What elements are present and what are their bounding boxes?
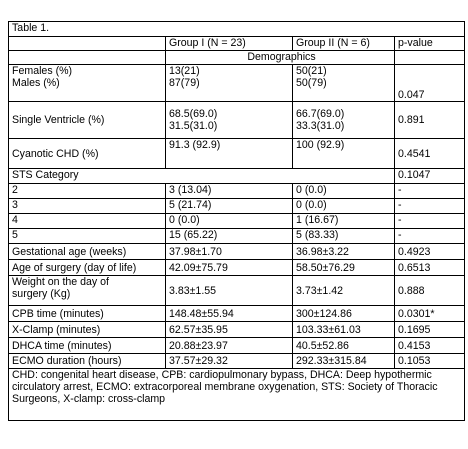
table-row [9, 65, 465, 102]
table-row [9, 139, 465, 169]
row-group-1: 42.09±75.79 [166, 260, 293, 276]
table-row [9, 169, 465, 184]
row-label: Single Ventricle (%) [9, 102, 166, 139]
row-p-value: 0.1695 [395, 322, 465, 338]
table-row [9, 354, 465, 369]
title-row [9, 22, 465, 37]
row-group-2: 100 (92.9) [293, 139, 395, 169]
table-row [9, 214, 465, 229]
row-p-value: 0.1053 [395, 354, 465, 369]
row-group-1: 148.48±55.94 [166, 306, 293, 322]
row-group-1: 3 (13.04) [166, 184, 293, 199]
row-p-value: - [395, 184, 465, 199]
row-p-value: 0.0301* [395, 306, 465, 322]
table-row [9, 199, 465, 214]
row-label: 4 [9, 214, 166, 229]
table-row [9, 338, 465, 354]
table-row [9, 102, 465, 139]
row-group-2: 36.98±3.22 [293, 244, 395, 260]
row-group-2: 3.73±1.42 [293, 276, 395, 306]
row-group-1: 68.5(69.0) 31.5(31.0) [166, 102, 293, 139]
row-group-1: 5 (21.74) [166, 199, 293, 214]
row-group-1: 13(21) 87(79) [166, 65, 293, 102]
row-group-1: 62.57±35.95 [166, 322, 293, 338]
row-p-value: 0.1047 [395, 169, 465, 184]
row-group-2: 0 (0.0) [293, 199, 395, 214]
table-row [9, 322, 465, 338]
row-group-2: 66.7(69.0) 33.3(31.0) [293, 102, 395, 139]
row-group-2: 40.5±52.86 [293, 338, 395, 354]
row-label: 3 [9, 199, 166, 214]
row-label: Age of surgery (day of life) [9, 260, 166, 276]
table-row [9, 260, 465, 276]
row-label: 5 [9, 229, 166, 244]
row-group-2: 0 (0.0) [293, 184, 395, 199]
row-group-2: 292.33±315.84 [293, 354, 395, 369]
row-p-value: - [395, 214, 465, 229]
row-p-value: 0.888 [395, 276, 465, 306]
header-group-2: Group II (N = 6) [293, 37, 395, 51]
row-group-1: 15 (65.22) [166, 229, 293, 244]
table-title: Table 1. [9, 22, 465, 37]
row-label: STS Category [9, 169, 395, 184]
table-footnote: CHD: congenital heart disease, CPB: cardiopulmonary bypass, DHCA: Deep hypothermic circulatory arrest, ECMO: extracorporeal membrane oxygenation, STS: Society of Thoracic Surgeons, X-clamp: cross-clamp [9, 369, 465, 421]
row-label: Cyanotic CHD (%) [9, 139, 166, 169]
row-label: Gestational age (weeks) [9, 244, 166, 260]
row-group-1: 91.3 (92.9) [166, 139, 293, 169]
row-group-2: 5 (83.33) [293, 229, 395, 244]
row-group-2: 58.50±76.29 [293, 260, 395, 276]
row-p-value: - [395, 199, 465, 214]
row-p-value: 0.4153 [395, 338, 465, 354]
row-group-2: 1 (16.67) [293, 214, 395, 229]
row-p-value: 0.891 [395, 102, 465, 139]
section-label: Demographics [166, 51, 395, 65]
table-row [9, 306, 465, 322]
section-row [9, 51, 465, 65]
row-label: Weight on the day of surgery (Kg) [9, 276, 166, 306]
row-group-2: 103.33±61.03 [293, 322, 395, 338]
table-row [9, 244, 465, 260]
data-table [8, 21, 465, 421]
row-label: 2 [9, 184, 166, 199]
header-empty [9, 37, 166, 51]
row-p-value: 0.047 [395, 65, 465, 102]
row-label: ECMO duration (hours) [9, 354, 166, 369]
row-label: Females (%) Males (%) [9, 65, 166, 102]
row-group-1: 37.57±29.32 [166, 354, 293, 369]
row-group-2: 300±124.86 [293, 306, 395, 322]
header-group-1: Group I (N = 23) [166, 37, 293, 51]
row-group-1: 0 (0.0) [166, 214, 293, 229]
row-p-value: 0.4923 [395, 244, 465, 260]
row-label: X-Clamp (minutes) [9, 322, 166, 338]
table-document [8, 21, 464, 421]
footnote-row [9, 369, 465, 421]
table-row [9, 184, 465, 199]
header-p-value: p-value [395, 37, 465, 51]
row-group-1: 37.98±1.70 [166, 244, 293, 260]
row-group-2: 50(21) 50(79) [293, 65, 395, 102]
row-p-value: 0.6513 [395, 260, 465, 276]
header-row [9, 37, 465, 51]
row-label: CPB time (minutes) [9, 306, 166, 322]
table-row [9, 229, 465, 244]
row-p-value: 0.4541 [395, 139, 465, 169]
row-group-1: 20.88±23.97 [166, 338, 293, 354]
row-p-value: - [395, 229, 465, 244]
row-label: DHCA time (minutes) [9, 338, 166, 354]
table-row [9, 276, 465, 306]
row-group-1: 3.83±1.55 [166, 276, 293, 306]
